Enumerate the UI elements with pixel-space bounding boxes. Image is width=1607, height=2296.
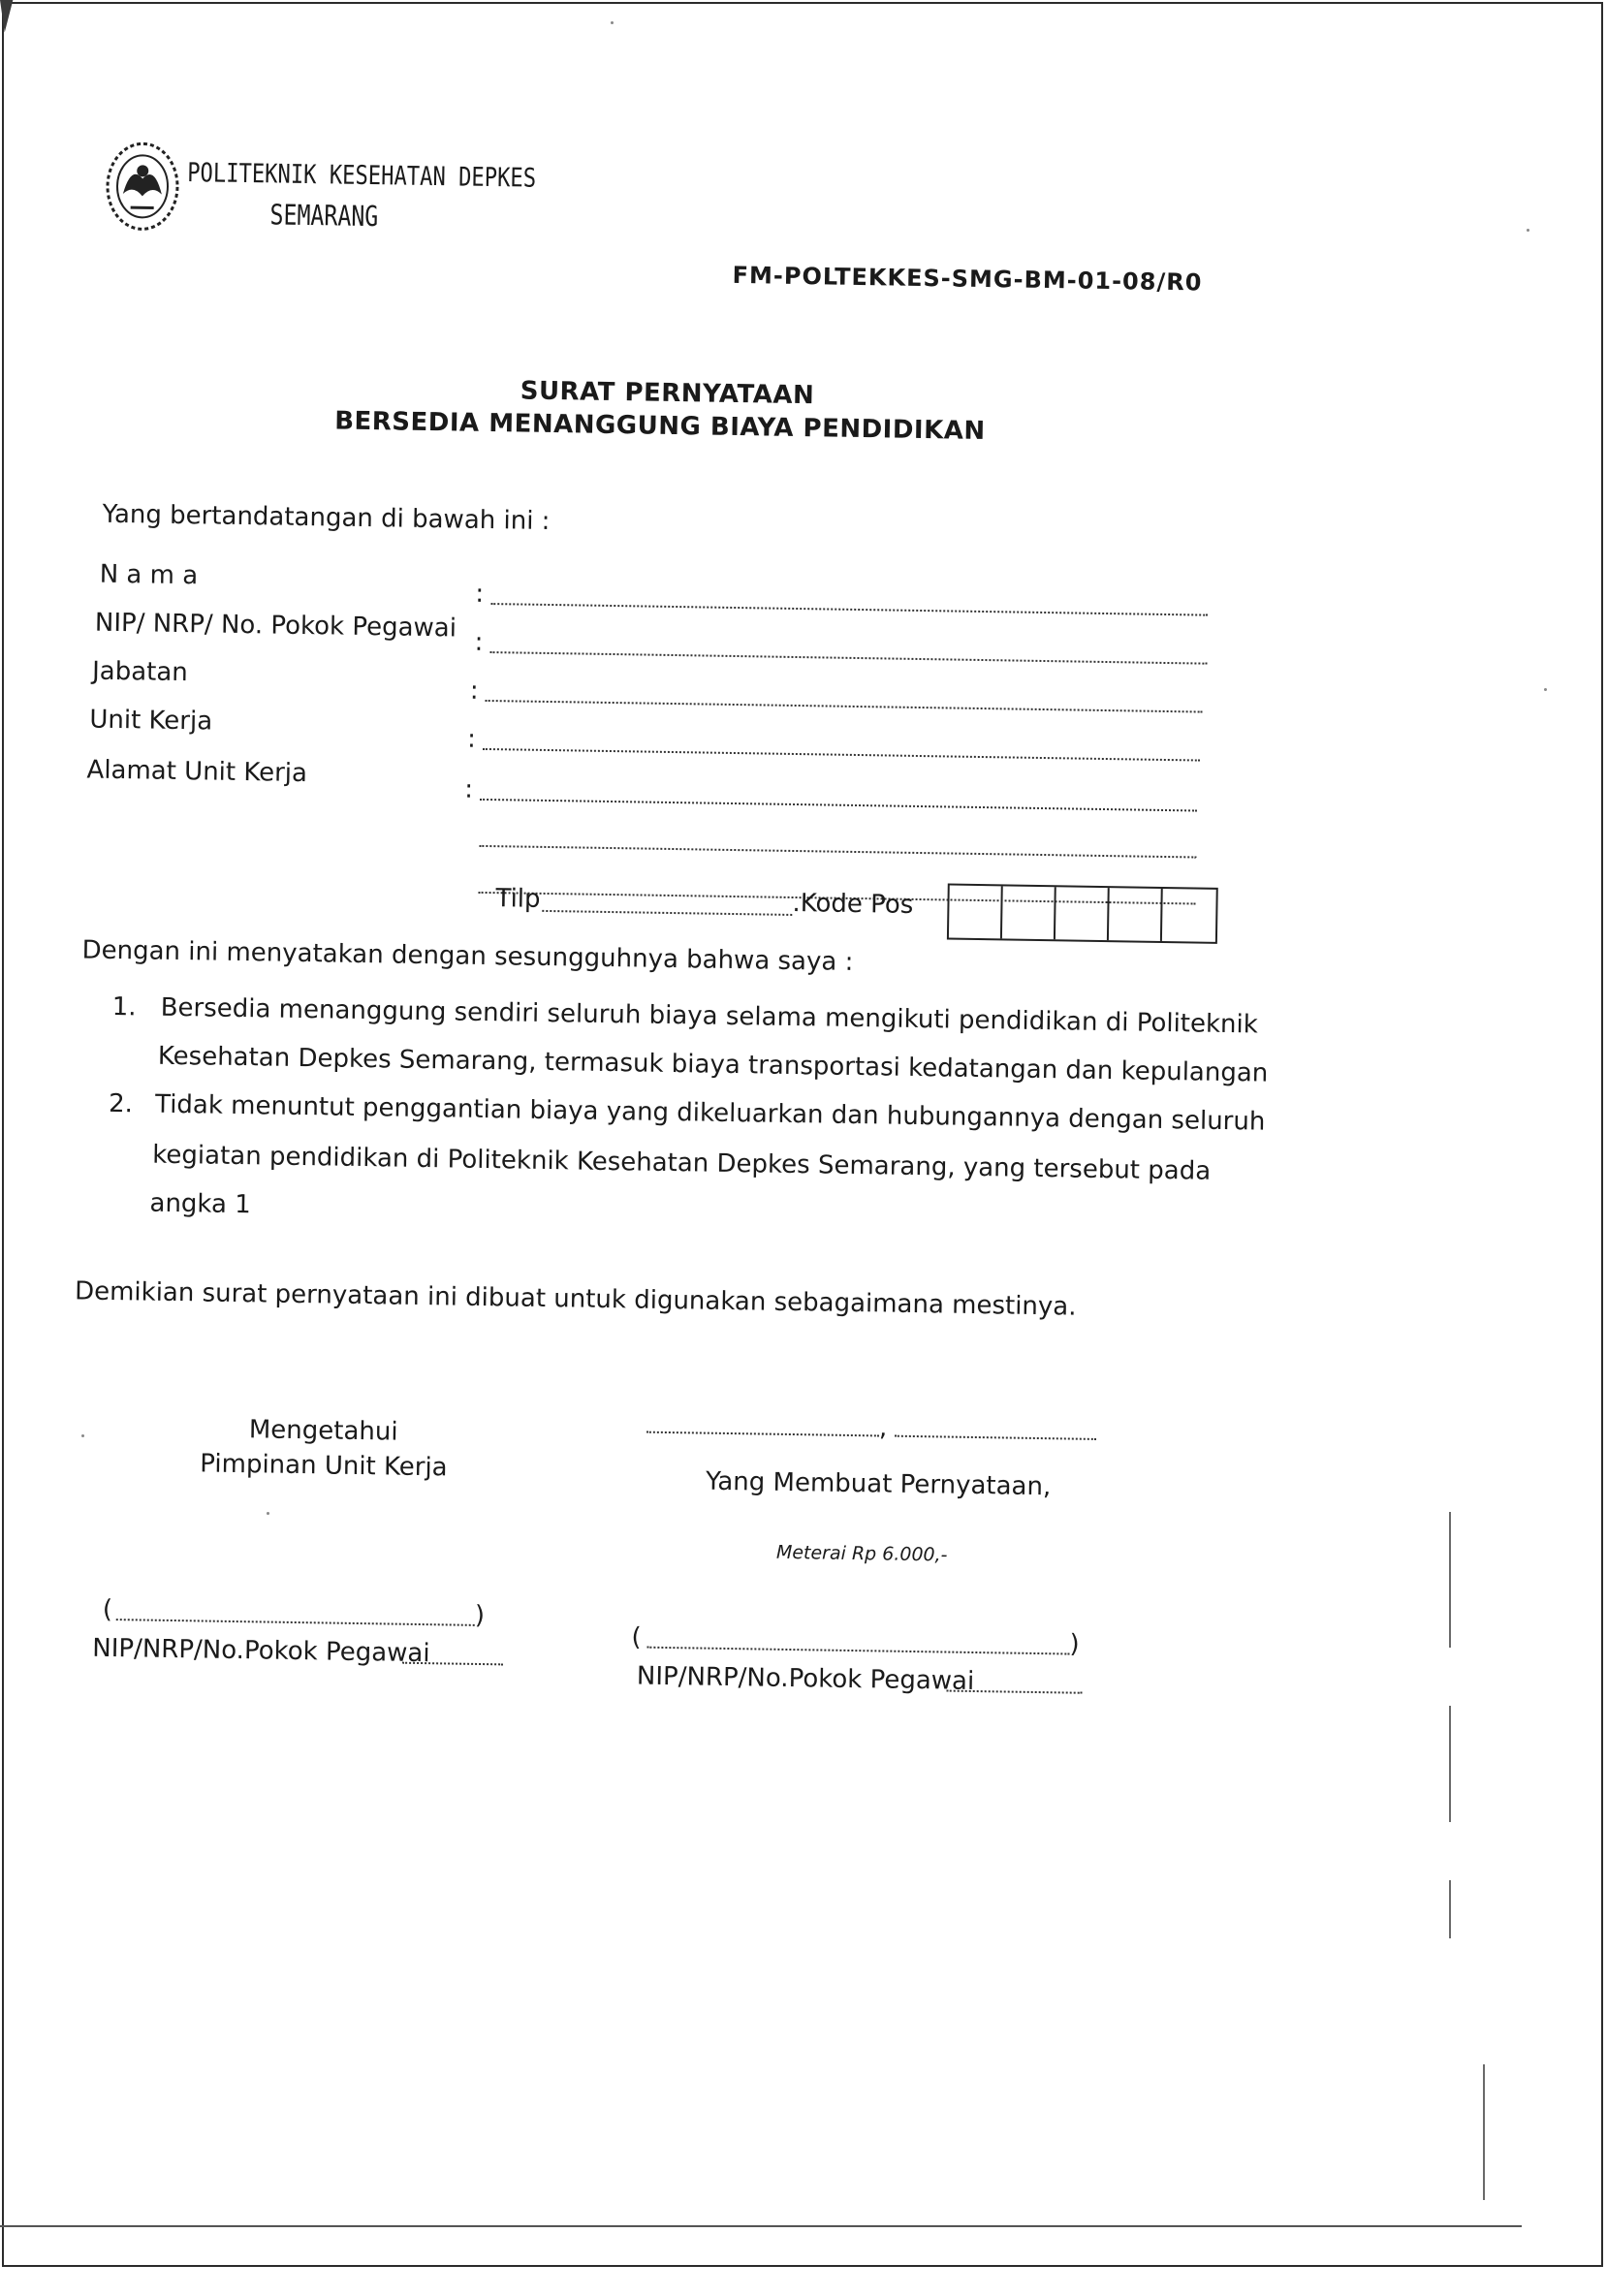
field-label-unit-kerja: Unit Kerja	[89, 705, 213, 737]
sign-left-nip-label: NIP/NRP/No.Pokok Pegawai	[92, 1633, 430, 1669]
kode-pos-boxes[interactable]	[947, 883, 1218, 943]
meterai-note: Meterai Rp 6.000,-	[775, 1541, 948, 1566]
kode-pos-digit[interactable]	[1056, 887, 1110, 940]
kode-pos-label: .Kode Pos	[792, 888, 914, 920]
institution-seal-icon	[101, 136, 184, 237]
field-colon: :	[464, 774, 474, 804]
tilp-label: Tilp	[495, 884, 541, 914]
sign-right-close: )	[1069, 1629, 1080, 1659]
kode-pos-digit[interactable]	[1162, 889, 1216, 942]
field-colon: :	[474, 627, 484, 657]
sign-left-close: )	[474, 1600, 486, 1631]
jabatan-field[interactable]	[486, 700, 1203, 713]
item-2-line-3: angka 1	[149, 1188, 252, 1220]
closing-text: Demikian surat pernyataan ini dibuat untuk digunakan sebagaimana mestinya.	[74, 1276, 1077, 1322]
unit-kerja-field[interactable]	[483, 748, 1200, 762]
place-date-separator: ,	[878, 1413, 888, 1443]
document-subtitle: BERSEDIA MENANGGUNG BIAYA PENDIDIKAN	[333, 406, 986, 447]
item-1-line-2: Kesehatan Depkes Semarang, termasuk biaya transportasi kedatangan dan kepulangan	[157, 1041, 1269, 1088]
field-label-nama: N a m a	[99, 559, 199, 591]
statement-intro: Dengan ini menyatakan dengan sesungguhnya bahwa saya :	[81, 935, 854, 977]
kode-pos-digit[interactable]	[1109, 888, 1163, 941]
tilp-field[interactable]	[542, 910, 792, 916]
field-colon: :	[475, 579, 485, 609]
kode-pos-digit[interactable]	[1002, 886, 1056, 939]
item-1-line-1: Bersedia menanggung sendiri seluruh biaya selama mengikuti pendidikan di Politeknik	[160, 992, 1259, 1040]
nip-field[interactable]	[489, 651, 1207, 665]
form-code: FM-POLTEKKES-SMG-BM-01-08/R0	[732, 261, 1203, 297]
document-title: SURAT PERNYATAAN	[520, 376, 815, 411]
sign-left-name-field[interactable]	[116, 1619, 475, 1626]
item-2-line-2: kegiatan pendidikan di Politeknik Kesehatan Depkes Semarang, yang tersebut pada	[152, 1140, 1212, 1186]
item-number: 2.	[108, 1088, 134, 1119]
sign-left-role: Pimpinan Unit Kerja	[200, 1449, 448, 1483]
kode-pos-digit[interactable]	[949, 886, 1003, 939]
intro-text: Yang bertandatangan di bawah ini :	[102, 499, 551, 536]
org-city: SEMARANG	[269, 198, 379, 234]
place-field[interactable]	[646, 1431, 879, 1437]
alamat-field[interactable]	[480, 799, 1197, 812]
sign-right-label: Yang Membuat Pernyataan,	[705, 1466, 1052, 1502]
sign-left-title: Mengetahui	[248, 1415, 398, 1447]
sign-right-name-field[interactable]	[646, 1647, 1069, 1655]
field-label-nip: NIP/ NRP/ No. Pokok Pegawai	[94, 608, 457, 644]
field-label-jabatan: Jabatan	[91, 656, 189, 688]
item-2-line-1: Tidak menuntut penggantian biaya yang dikeluarkan dan hubungannya dengan seluruh	[154, 1089, 1266, 1137]
field-label-alamat: Alamat Unit Kerja	[86, 755, 308, 789]
field-colon: :	[469, 676, 479, 706]
sign-right-open: (	[631, 1622, 642, 1652]
alamat-field-line2[interactable]	[479, 845, 1196, 859]
item-number: 1.	[111, 991, 137, 1022]
sign-left-open: (	[102, 1594, 113, 1625]
field-colon: :	[466, 724, 477, 754]
sign-right-nip-label: NIP/NRP/No.Pokok Pegawai	[636, 1661, 975, 1697]
org-name: POLITEKNIK KESEHATAN DEPKES	[186, 158, 537, 194]
nama-field[interactable]	[490, 603, 1208, 616]
date-field[interactable]	[895, 1435, 1096, 1440]
